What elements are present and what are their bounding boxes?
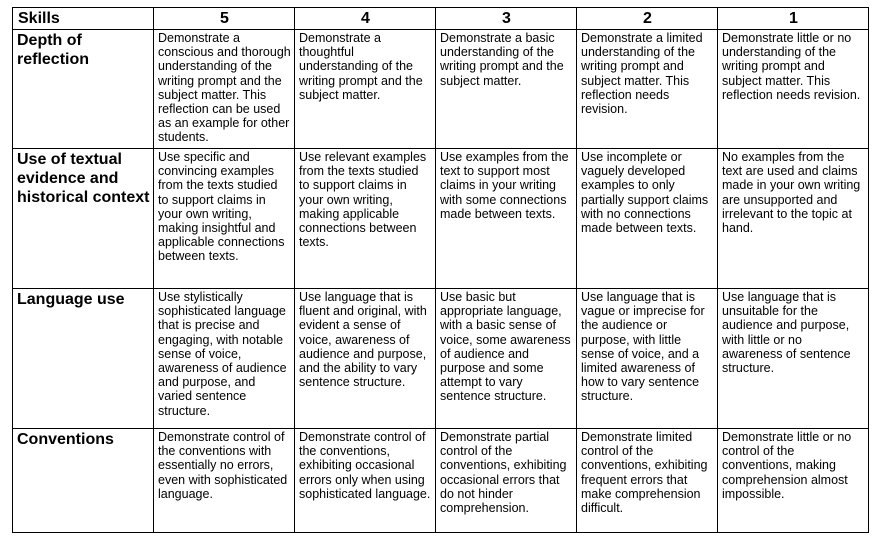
rubric-cell: Demonstrate control of the conventions with essentially no errors, even with sophisticated language. <box>154 429 295 533</box>
rubric-cell: Demonstrate limited control of the conventions, exhibiting frequent errors that make comprehension difficult. <box>577 429 718 533</box>
rubric-cell: Use language that is fluent and original, with evident a sense of voice, awareness of audience and purpose, and the ability to vary sentence structure. <box>295 289 436 429</box>
table-row <box>13 149 869 289</box>
skill-label: Conventions <box>13 429 154 533</box>
rubric-cell: Demonstrate a conscious and thorough understanding of the writing prompt and the subject matter. This reflection can be used as an example for other students. <box>154 30 295 149</box>
rubric-cell: Demonstrate control of the conventions, exhibiting occasional errors only when using sophisticated language. <box>295 429 436 533</box>
rubric-cell: No examples from the text are used and claims made in your own writing are unsupported and irrelevant to the topic at hand. <box>718 149 869 289</box>
rubric-cell: Demonstrate a basic understanding of the writing prompt and the subject matter. <box>436 30 577 149</box>
rubric-cell: Use language that is unsuitable for the audience and purpose, with little or no awareness of sentence structure. <box>718 289 869 429</box>
rubric-cell: Use stylistically sophisticated language that is precise and engaging, with notable sense of voice, awareness of audience and purpose, and varied sentence structure. <box>154 289 295 429</box>
table-row <box>13 30 869 149</box>
rubric-cell: Demonstrate little or no control of the conventions, making comprehension almost impossible. <box>718 429 869 533</box>
skill-label: Use of textual evidence and historical context <box>13 149 154 289</box>
skill-label: Depth of reflection <box>13 30 154 149</box>
header-score-3: 3 <box>436 8 577 30</box>
rubric-cell: Demonstrate a limited understanding of the writing prompt and subject matter. This reflection needs revision. <box>577 30 718 149</box>
skill-label: Language use <box>13 289 154 429</box>
header-score-4: 4 <box>295 8 436 30</box>
header-score-2: 2 <box>577 8 718 30</box>
rubric-container <box>12 7 869 533</box>
rubric-cell: Use language that is vague or imprecise for the audience or purpose, with little sense of voice, and a limited awareness of how to vary sentence structure. <box>577 289 718 429</box>
rubric-cell: Use specific and convincing examples from the texts studied to support claims in your own writing, making insightful and applicable connections between texts. <box>154 149 295 289</box>
header-score-1: 1 <box>718 8 869 30</box>
table-row <box>13 289 869 429</box>
rubric-table <box>12 7 869 533</box>
header-score-5: 5 <box>154 8 295 30</box>
header-skills: Skills <box>13 8 154 30</box>
rubric-cell: Use basic but appropriate language, with a basic sense of voice, some awareness of audience and purpose and some attempt to vary sentence structure. <box>436 289 577 429</box>
rubric-cell: Demonstrate little or no understanding of the writing prompt and subject matter. This reflection needs revision. <box>718 30 869 149</box>
rubric-cell: Demonstrate partial control of the conventions, exhibiting occasional errors that do not hinder comprehension. <box>436 429 577 533</box>
rubric-cell: Use incomplete or vaguely developed examples to only partially support claims with no connections made between texts. <box>577 149 718 289</box>
rubric-cell: Use relevant examples from the texts studied to support claims in your own writing, making applicable connections between texts. <box>295 149 436 289</box>
rubric-cell: Use examples from the text to support most claims in your writing with some connections made between texts. <box>436 149 577 289</box>
header-row <box>13 8 869 30</box>
rubric-cell: Demonstrate a thoughtful understanding of the writing prompt and the subject matter. <box>295 30 436 149</box>
table-row <box>13 429 869 533</box>
